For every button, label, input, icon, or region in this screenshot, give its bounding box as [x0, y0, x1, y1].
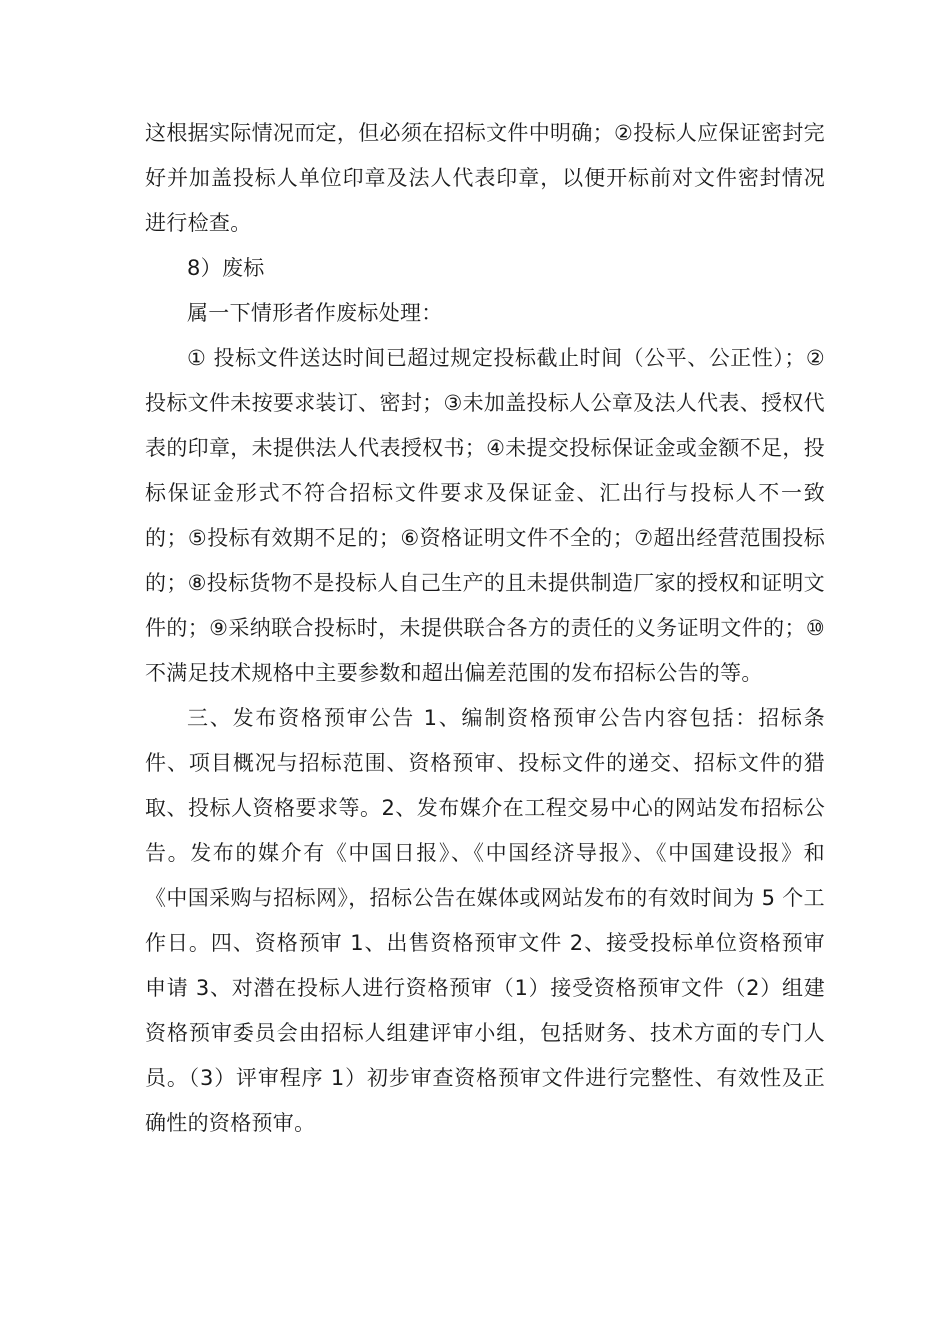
- paragraph-heading-invalid-bid: 8）废标: [187, 256, 265, 280]
- document-body: [145, 111, 825, 1146]
- paragraph-invalid-bid-conditions: ① 投标文件送达时间已超过规定投标截止时间（公平、公正性）；②投标文件未按要求装订、密封；③未加盖投标人公章及法人代表、授权代表的印章，未提供法人代表授权书；④未提交投标保证金或金额不足，投标保证金形式不符合招标文件要求及保证金、汇出行与投标人不一致的；⑤投标有效期不足的；⑥资格证明文件不全的；⑦超出经营范围投标的；⑧投标货物不是投标人自己生产的且未提供制造厂家的授权和证明文件的；⑨采纳联合投标时，未提供联合各方的责任的义务证明文件的；⑩不满足技术规格中主要参数和超出偏差范围的发布招标公告的等。: [145, 346, 825, 685]
- paragraph-invalid-bid-intro: 属一下情形者作废标处理：: [187, 301, 443, 325]
- paragraph-prequalification-notice: 三、发布资格预审公告 1、编制资格预审公告内容包括：招标条件、项目概况与招标范围、资格预审、投标文件的递交、招标文件的猎取、投标人资格要求等。2、发布媒介在工程交易中心的网站发布招标公告。发布的媒介有《中国日报》、《中国经济导报》、《中国建设报》和《中国采购与招标网》，招标公告在媒体或网站发布的有效时间为 5 个工作日。四、资格预审 1、出售资格预审文件 2、接受投标单位资格预审申请 3、对潜在投标人进行资格预审（1）接受资格预审文件（2）组建资格预审委员会由招标人组建评审小组，包括财务、技术方面的专门人员。（3）评审程序 1）初步审查资格预审文件进行完整性、有效性及正确性的资格预审。: [145, 706, 825, 1135]
- paragraph-sealing-requirements: 这根据实际情况而定，但必须在招标文件中明确；②投标人应保证密封完好并加盖投标人单位印章及法人代表印章，以便开标前对文件密封情况进行检查。: [145, 121, 825, 235]
